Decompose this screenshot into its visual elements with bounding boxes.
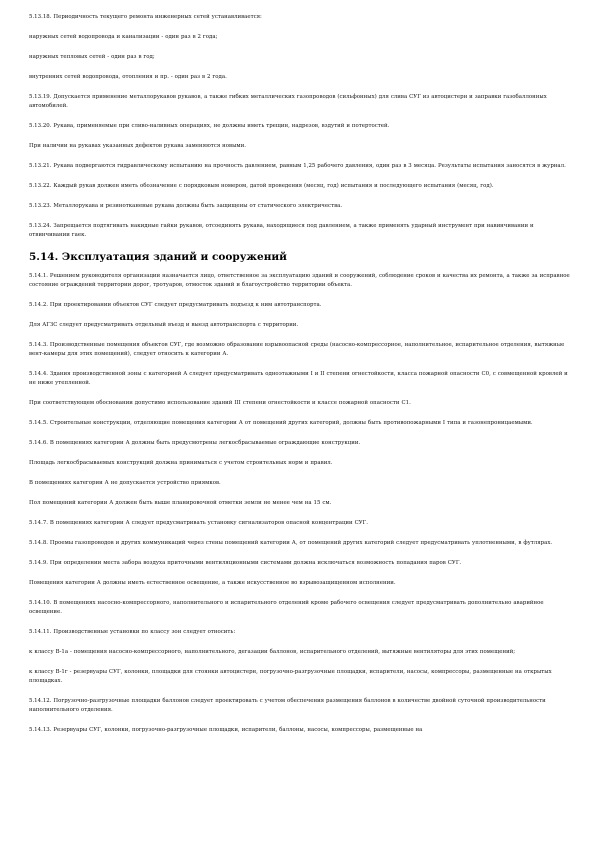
paragraph: 5.13.18. Периодичность текущего ремонта инженерных сетей устанавливается:: [29, 14, 262, 20]
paragraph: 5.13.22. Каждый рукав должен иметь обозначение с порядковым номером, датой проведения (месяц, год) испытания и последующего испытания (месяц, год).: [29, 183, 494, 189]
paragraph: 5.13.24. Запрещается подтягивать накидные гайки рукавов, отсоединять рукава, находящиеся под давлением, а также применять ударный инструмент при навинчивании и отвинчивании гаек.: [29, 223, 534, 238]
paragraph: 5.14.11. Производственные установки по классу зон следует относить:: [29, 629, 236, 635]
section-heading: 5.14. Эксплуатация зданий и сооружений: [29, 251, 287, 263]
paragraph: 5.14.8. Проемы газопроводов и других коммуникаций через стены помещений категории А, от помещений других категорий следует предусматривать уплотненными, в футлярах.: [29, 540, 553, 546]
paragraph: 5.14.3. Производственные помещения объектов СУГ, где возможно образование взрывоопасной среды (насосно-компрессорное, наполнительное, испарительное отделения, вытяжные вент-камеры для этих помещений), следует относить к категории А.: [29, 342, 565, 357]
paragraph: 5.14.1. Решением руководителя организации назначается лицо, ответственное за эксплуатацию зданий и сооружений, соблюдение сроков и качества их ремонта, а также за исправное состояние ограждений территории дорог, тротуаров, отмосток зданий и благоустройство территории объекта.: [29, 273, 570, 288]
paragraph: наружных сетей водопровода и канализации - один раз в 2 года;: [29, 34, 218, 40]
paragraph: Для АГЗС следует предусматривать отдельный въезд и выезд автотранспорта с территории.: [29, 322, 299, 328]
paragraph: к классу В-1г - резервуары СУГ, колонки, площадки для стоянки автоцистерн, погрузочно-разгрузочные площадки, испарители, насосы, компрессоры, размещенные на открытых площадках.: [29, 669, 552, 684]
paragraph: 5.14.10. В помещениях насосно-компрессорного, наполнительного и испарительного отделений кроме рабочего освещения следует предусматривать дополнительно аварийное освещение.: [29, 600, 544, 615]
paragraph: 5.14.4. Здания производственной зоны с категорией А следует предусматривать одноэтажными I и II степени огнестойкости, класса пожарной опасности С0, с совмещенной кровлей и не ниже утепленной.: [29, 371, 568, 386]
paragraph: В помещениях категории А не допускается устройство приямков.: [29, 480, 221, 486]
paragraph: 5.13.19. Допускается применение металлорукавов рукавов, а также гибких металлических газопроводов (сильфонных) для слива СУГ из автоцистерн и заправки газобаллонных автомобилей.: [29, 94, 547, 109]
paragraph: Пол помещений категории А должен быть выше планировочной отметки земли не менее чем на 15 см.: [29, 500, 332, 506]
paragraph: 5.14.5. Строительные конструкции, отделяющие помещения категории А от помещений других категорий, должны быть противопожарными I типа и газонепроницаемыми.: [29, 420, 533, 426]
paragraph: 5.13.21. Рукава подвергаются гидравлическому испытанию на прочность давлением, равным 1,25 рабочего давления, один раз в 3 месяца. Результаты испытания заносятся в журнал.: [29, 163, 566, 169]
paragraph: внутренних сетей водопровода, отопления и пр. - один раз в 2 года.: [29, 74, 227, 80]
paragraph: При наличии на рукавах указанных дефектов рукава заменяются новыми.: [29, 143, 246, 149]
paragraph: 5.13.20. Рукава, применяемые при сливо-наливных операциях, не должны иметь трещин, надрезов, вздутий и потертостей.: [29, 123, 390, 129]
paragraph: 5.14.7. В помещениях категории А следует предусматривать установку сигнализаторов опасной концентрации СУГ.: [29, 520, 368, 526]
paragraph: к классу В-1а - помещения насосно-компрессорного, наполнительного, дегазации баллонов, испарительного отделений, вытяжные вентиляторы для этих помещений;: [29, 649, 516, 655]
paragraph: 5.14.2. При проектировании объектов СУГ следует предусматривать подъезд к ним автотранспорта.: [29, 302, 322, 308]
paragraph: 5.14.12. Погрузочно-разгрузочные площадки баллонов следует проектировать с учетом обеспечения размещения баллонов в количестве двойной суточной производительности наполнительного отделения.: [29, 698, 546, 713]
paragraph: При соответствующем обосновании допустимо использование зданий III степени огнестойкости и классе пожарной опасности С1.: [29, 400, 411, 406]
paragraph: наружных тепловых сетей - один раз в год;: [29, 54, 155, 60]
paragraph: 5.14.6. В помещениях категории А должны быть предусмотрены легкосбрасываемые ограждающие конструкции.: [29, 440, 361, 446]
paragraph: 5.14.13. Резервуары СУГ, колонки, погрузочно-разгрузочные площадки, испарители, баллоны, насосы, компрессоры, размещенные на: [29, 727, 423, 733]
paragraph: Площадь легкосбрасываемых конструкций должна приниматься с учетом строительных норм и правил.: [29, 460, 333, 466]
paragraph: 5.14.9. При определении места забора воздуха приточными вентиляционными системами должна исключаться возможность попадания паров СУГ.: [29, 560, 462, 566]
clauses-5-14: [29, 272, 571, 735]
paragraph: 5.13.23. Металлорукава и резинотканевые рукава должны быть защищены от статического электричества.: [29, 203, 343, 209]
paragraph: Помещения категории А должны иметь естественное освещение, а также искусственное во взрывозащищенном исполнении.: [29, 580, 396, 586]
document-page: [29, 13, 571, 746]
clauses-5-13: [29, 13, 571, 240]
